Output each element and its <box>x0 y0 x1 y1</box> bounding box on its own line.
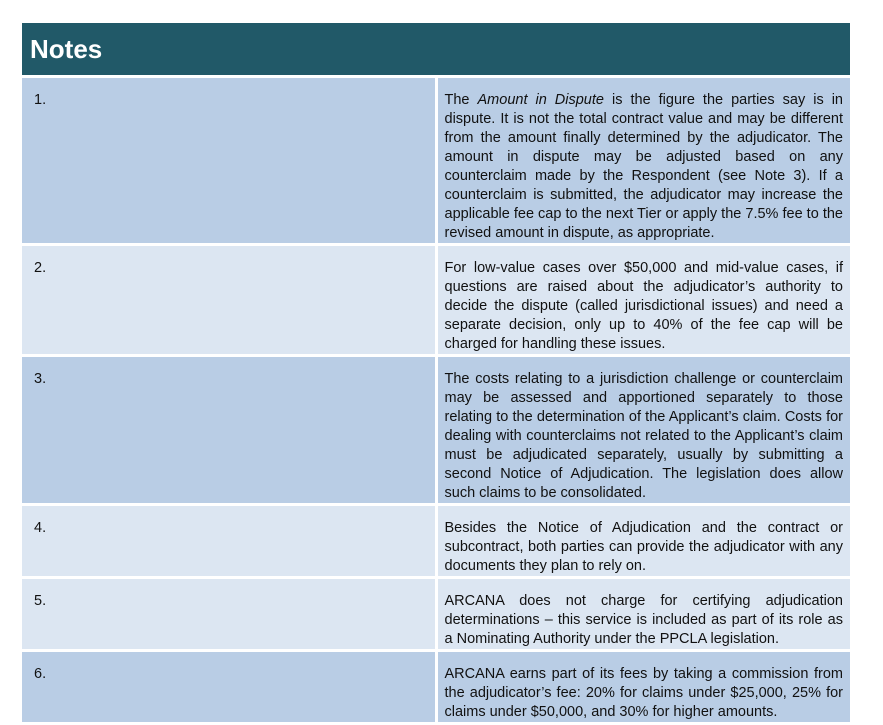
note-text: ARCANA earns part of its fees by taking a commission from the adjudicator’s fee: 20% for claims under $25,000, 25% for claims under $50,000, and 30% for higher amounts. <box>436 651 850 724</box>
note-row-4 <box>22 505 850 578</box>
note-number: 2. <box>22 245 436 356</box>
note-text-pre: The <box>444 92 478 108</box>
notes-header-row <box>22 23 850 77</box>
note-text-post: is the figure the parties say is in dispute. It is not the total contract value and may be different from the amount finally determined by the adjudicator. The amount in dispute may be adjusted based on any counterclaim made by the Respondent (see Note 3). If a counterclaim is submitted, the adjudicator may increase the applicable fee cap to the next Tier or apply the 7.5% fee to the revised amount in dispute, as appropriate. <box>444 92 843 241</box>
note-text: ARCANA does not charge for certifying adjudication determinations – this service is included as part of its role as a Nominating Authority under the PPCLA legislation. <box>436 578 850 651</box>
notes-table <box>22 23 850 725</box>
note-text: For low-value cases over $50,000 and mid-value cases, if questions are raised about the adjudicator’s authority to decide the dispute (called jurisdictional issues) and need a separate decision, only up to 40% of the fee cap will be charged for handling these issues. <box>436 245 850 356</box>
note-text: Besides the Notice of Adjudication and the contract or subcontract, both parties can provide the adjudicator with any documents they plan to rely on. <box>436 505 850 578</box>
note-row-6 <box>22 651 850 724</box>
note-row-3 <box>22 356 850 505</box>
note-text: The costs relating to a jurisdiction challenge or counterclaim may be assessed and apportioned separately to those relating to the determination of the Applicant’s claim. Costs for dealing with counterclaims not related to the Applicant’s claim must be adjudicated separately, usually by submitting a second Notice of Adjudication. The legislation does allow such claims to be consolidated. <box>436 356 850 505</box>
note-number: 4. <box>22 505 436 578</box>
notes-title: Notes <box>22 23 850 77</box>
note-row-5 <box>22 578 850 651</box>
note-number: 5. <box>22 578 436 651</box>
note-text <box>436 77 850 245</box>
note-number: 3. <box>22 356 436 505</box>
note-row-1 <box>22 77 850 245</box>
note-number: 1. <box>22 77 436 245</box>
note-number: 6. <box>22 651 436 724</box>
note-row-2 <box>22 245 850 356</box>
note-text-emphasis: Amount in Dispute <box>477 92 604 108</box>
